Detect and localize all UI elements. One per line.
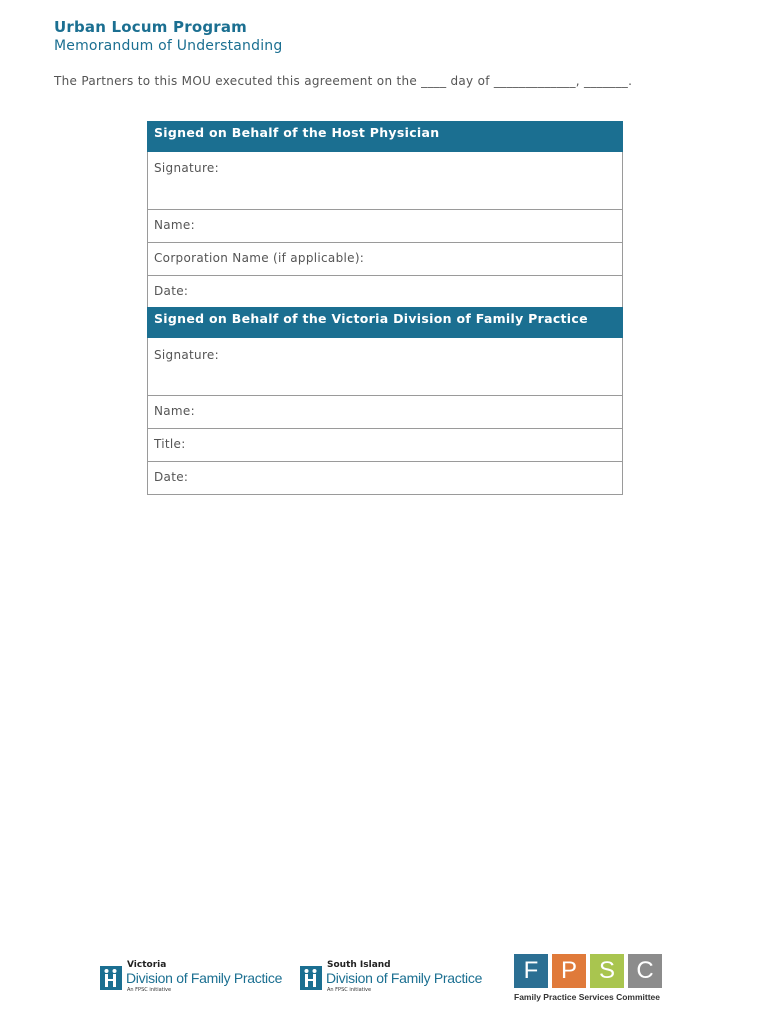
victoria-division-logo xyxy=(100,954,283,998)
division-signature-table xyxy=(147,307,623,495)
table-header-row xyxy=(148,122,623,152)
host-signature-field[interactable]: Signature: xyxy=(148,152,623,210)
division-name-field[interactable]: Name: xyxy=(148,396,623,429)
host-date-field[interactable]: Date: xyxy=(148,276,623,308)
victoria-logo-sub: An FPSC initiative xyxy=(127,987,172,993)
name-row xyxy=(148,210,623,243)
division-emblem-icon xyxy=(100,966,122,990)
fpsc-letter-c: C xyxy=(628,954,662,988)
name-row xyxy=(148,396,623,429)
south-island-logo-sub: An FPSC initiative xyxy=(327,987,372,993)
fpsc-logo xyxy=(514,954,664,1010)
victoria-logo-top: Victoria xyxy=(127,960,167,970)
fpsc-letter-f: F xyxy=(514,954,548,988)
fpsc-letter-s: S xyxy=(590,954,624,988)
host-name-field[interactable]: Name: xyxy=(148,210,623,243)
south-island-logo-main: Division of Family Practice xyxy=(326,970,483,986)
signature-row xyxy=(148,338,623,396)
host-section-header: Signed on Behalf of the Host Physician xyxy=(148,122,623,152)
footer-logos xyxy=(0,950,770,1010)
division-signature-field[interactable]: Signature: xyxy=(148,338,623,396)
corporation-row xyxy=(148,243,623,276)
south-island-division-logo xyxy=(300,954,483,998)
south-island-logo-top: South Island xyxy=(327,960,391,970)
table-header-row xyxy=(148,308,623,338)
fpsc-caption: Family Practice Services Committee xyxy=(514,992,660,1002)
host-corporation-field[interactable]: Corporation Name (if applicable): xyxy=(148,243,623,276)
signature-row xyxy=(148,152,623,210)
document-title: Urban Locum Program xyxy=(54,18,248,36)
victoria-logo-main: Division of Family Practice xyxy=(126,970,283,986)
date-row xyxy=(148,276,623,308)
division-title-field[interactable]: Title: xyxy=(148,429,623,462)
division-emblem-icon xyxy=(300,966,322,990)
title-row xyxy=(148,429,623,462)
division-date-field[interactable]: Date: xyxy=(148,462,623,495)
division-section-header: Signed on Behalf of the Victoria Division of Family Practice xyxy=(148,308,623,338)
fpsc-letter-p: P xyxy=(552,954,586,988)
host-physician-signature-table xyxy=(147,121,623,308)
date-row xyxy=(148,462,623,495)
intro-statement: The Partners to this MOU executed this agreement on the ____ day of _____________, _______. xyxy=(54,74,633,88)
document-subtitle: Memorandum of Understanding xyxy=(54,38,283,54)
